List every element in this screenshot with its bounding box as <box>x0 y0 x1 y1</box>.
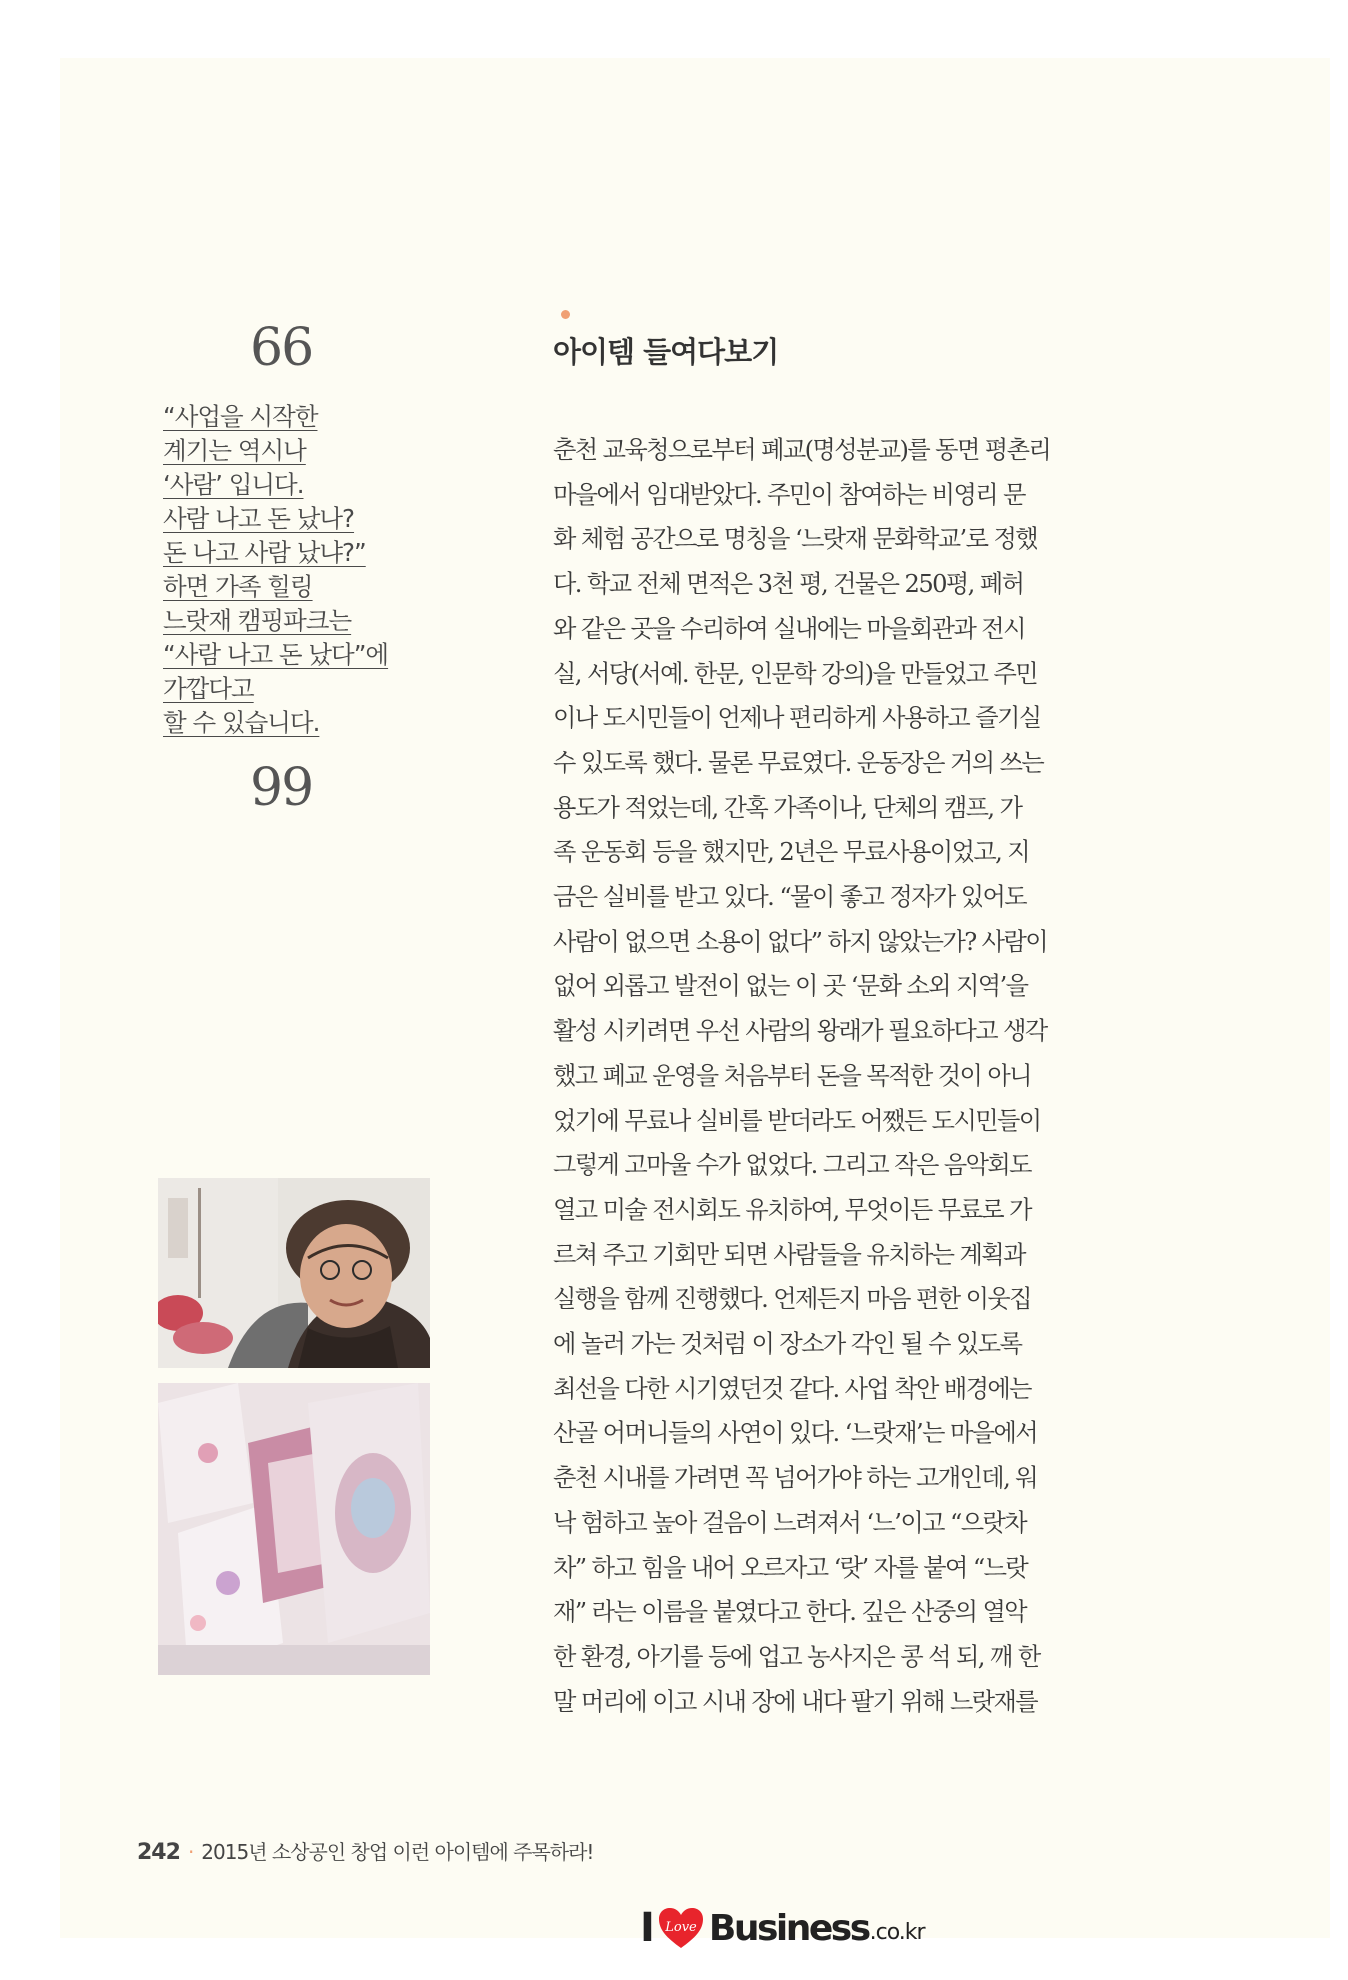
body-line: 산골 어머니들의 사연이 있다. ‘느랏재’는 마을에서 <box>553 1419 1038 1448</box>
brand-logo <box>640 1905 925 1951</box>
heart-label: Love <box>665 1920 697 1935</box>
footer-separator: · <box>187 1840 194 1864</box>
pull-quote-line: “사업을 시작한 <box>163 402 318 431</box>
body-line: 했고 폐교 운영을 처음부터 돈을 목적한 것이 아니 <box>553 1061 1031 1090</box>
body-line: 그렇게 고마울 수가 없었다. 그리고 작은 음악회도 <box>553 1151 1031 1180</box>
body-line: 차” 하고 힘을 내어 오르자고 ‘랏’ 자를 붙여 “느랏 <box>553 1553 1028 1582</box>
pull-quote-line: 할 수 있습니다. <box>163 708 320 737</box>
body-line: 었기에 무료나 실비를 받더라도 어쨌든 도시민들이 <box>553 1106 1041 1135</box>
body-line: 실, 서당(서예. 한문, 인문학 강의)을 만들었고 주민 <box>553 659 1038 688</box>
running-title: 2015년 소상공인 창업 이런 아이템에 주목하라! <box>201 1840 594 1864</box>
pull-quote-line: 느랏재 캠핑파크는 <box>163 606 352 635</box>
body-line: 족 운동회 등을 했지만, 2년은 무료사용이었고, 지 <box>553 838 1030 867</box>
body-line: 화 체험 공간으로 명칭을 ‘느랏재 문화학교’로 정했 <box>553 525 1038 554</box>
body-line: 재” 라는 이름을 붙였다고 한다. 깊은 산중의 열악 <box>553 1598 1027 1627</box>
pull-quote-line: 가깝다고 <box>163 674 254 703</box>
body-line: 춘천 시내를 가려면 꼭 넘어가야 하는 고개인데, 워 <box>553 1464 1038 1493</box>
body-line: 활성 시키려면 우선 사람의 왕래가 필요하다고 생각 <box>553 1017 1047 1046</box>
artwork-photo <box>158 1383 430 1675</box>
article-body <box>553 428 1153 1724</box>
body-line: 사람이 없으면 소용이 없다” 하지 않았는가? 사람이 <box>553 927 1047 956</box>
body-line: 와 같은 곳을 수리하여 실내에는 마을회관과 전시 <box>553 614 1025 643</box>
pull-quote-line: 돈 나고 사람 났냐?” <box>163 538 366 567</box>
pull-quote-line: 사람 나고 돈 났나? <box>163 504 355 533</box>
page-footer <box>137 1836 593 1865</box>
pull-quote-line: 하면 가족 힐링 <box>163 572 313 601</box>
body-line: 낙 험하고 높아 걸음이 느려져서 ‘느’이고 “으랏차 <box>553 1508 1027 1537</box>
body-line: 말 머리에 이고 시내 장에 내다 팔기 위해 느랏재를 <box>553 1687 1038 1716</box>
body-line: 열고 미술 전시회도 유치하여, 무엇이든 무료로 가 <box>553 1195 1031 1224</box>
body-line: 수 있도록 했다. 물론 무료였다. 운동장은 거의 쓰는 <box>553 748 1044 777</box>
heading-accent-dot <box>561 310 570 319</box>
quote-close-mark: 99 <box>250 758 313 818</box>
pull-quote <box>163 400 423 740</box>
section-heading: 아이템 들여다보기 <box>553 335 779 369</box>
pull-quote-line: “사람 나고 돈 났다”에 <box>163 640 389 669</box>
body-line: 없어 외롭고 발전이 없는 이 곳 ‘문화 소외 지역’을 <box>553 972 1028 1001</box>
artwork-photo-illustration <box>158 1383 430 1675</box>
body-line: 금은 실비를 받고 있다. “물이 좋고 정자가 있어도 <box>553 883 1027 912</box>
quote-open-mark: 66 <box>250 318 313 378</box>
body-line: 다. 학교 전체 면적은 3천 평, 건물은 250평, 폐허 <box>553 570 1024 599</box>
body-line: 에 놀러 가는 것처럼 이 장소가 각인 될 수 있도록 <box>553 1330 1022 1359</box>
logo-brand: Business <box>708 1907 869 1949</box>
body-line: 실행을 함께 진행했다. 언제든지 마음 편한 이웃집 <box>553 1285 1031 1314</box>
body-line: 이나 도시민들이 언제나 편리하게 사용하고 즐기실 <box>553 704 1041 733</box>
portrait-photo <box>158 1178 430 1368</box>
logo-letter-i: I <box>640 1905 653 1951</box>
body-line: 최선을 다한 시기였던것 같다. 사업 착안 배경에는 <box>553 1374 1031 1403</box>
heart-icon <box>657 1906 705 1950</box>
body-line: 춘천 교육청으로부터 폐교(명성분교)를 동면 평촌리 <box>553 436 1051 464</box>
body-line: 마을에서 임대받았다. 주민이 참여하는 비영리 문 <box>553 480 1025 509</box>
logo-domain: .co.kr <box>869 1919 925 1945</box>
body-line: 르쳐 주고 기회만 되면 사람들을 유치하는 계획과 <box>553 1240 1025 1269</box>
body-line: 한 환경, 아기를 등에 업고 농사지은 콩 석 되, 깨 한 <box>553 1642 1040 1671</box>
body-line: 용도가 적었는데, 간혹 가족이나, 단체의 캠프, 가 <box>553 793 1022 822</box>
page-number: 242 <box>137 1840 180 1865</box>
pull-quote-line: 계기는 역시나 <box>163 436 306 465</box>
portrait-photo-illustration <box>158 1178 430 1368</box>
pull-quote-line: ‘사람’ 입니다. <box>163 470 304 499</box>
